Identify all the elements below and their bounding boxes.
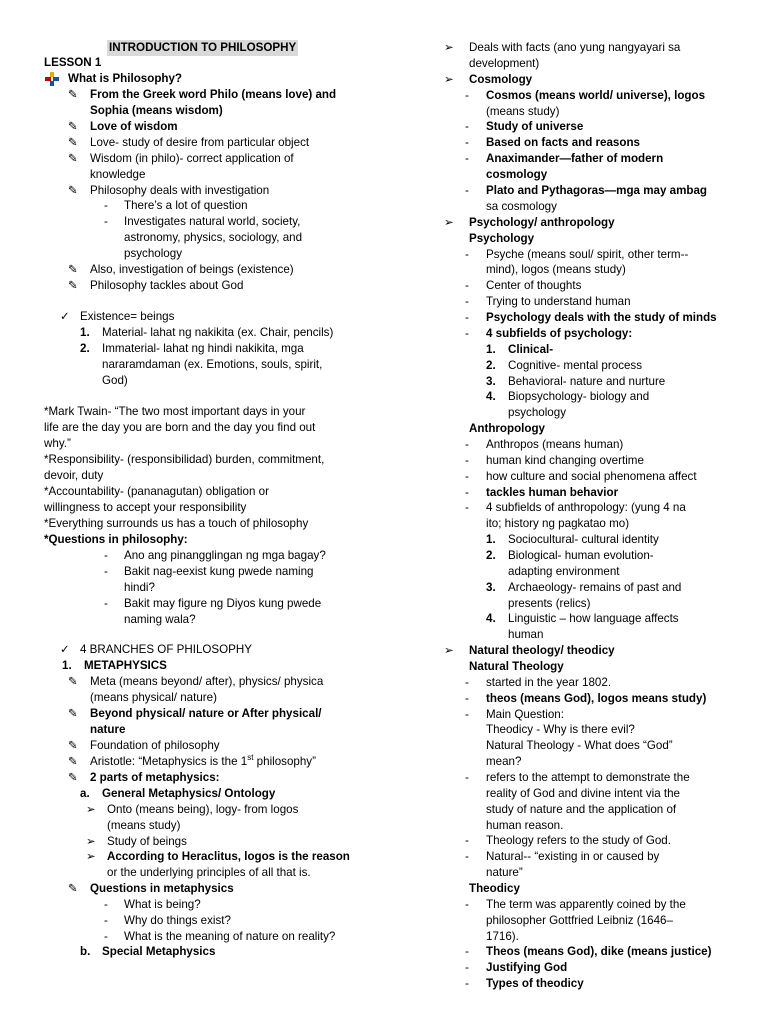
dash-bullet: - [465, 327, 469, 340]
list-item: There’s a lot of question [124, 199, 248, 212]
list-number: 3. [486, 375, 496, 388]
list-number: 1. [486, 533, 496, 546]
list-item: From the Greek word Philo (means love) and [90, 88, 337, 101]
dash-bullet: - [104, 199, 108, 212]
list-item: Theology refers to the study of God. [486, 834, 671, 847]
list-item: Theos (means God), dike (means justice) [486, 945, 712, 958]
note-line: *Questions in philosophy: [44, 533, 188, 546]
list-item: psychology [124, 247, 183, 260]
list-item: Psyche (means soul/ spirit, other term-- [486, 248, 689, 261]
list-item: Archaeology- remains of past and [508, 581, 682, 594]
list-item: Theodicy - Why is there evil? [486, 723, 635, 736]
section-heading: Natural theology/ theodicy [469, 644, 615, 657]
list-item: Deals with facts (ano yung nangyayari sa [469, 41, 681, 54]
pen-bullet-icon: ✎ [68, 707, 78, 720]
quote-line: life are the day you are born and the day you find out [44, 421, 316, 434]
dash-bullet: - [465, 771, 469, 784]
pen-bullet-icon: ✎ [68, 152, 78, 165]
list-item: Psychology deals with the study of minds [486, 311, 717, 324]
list-item: 2 parts of metaphysics: [90, 771, 220, 784]
pen-bullet-icon: ✎ [68, 88, 78, 101]
list-item: knowledge [90, 168, 146, 181]
note-line: *Everything surrounds us has a touch of philosophy [44, 517, 309, 530]
dash-bullet: - [465, 295, 469, 308]
list-item: development) [469, 57, 540, 70]
list-item: 4 subfields of psychology: [486, 327, 633, 340]
list-item: Natural Theology - What does “God” [486, 739, 673, 752]
list-number: 2. [80, 342, 90, 355]
list-item: ito; history ng pagkatao mo) [486, 517, 630, 530]
sub-heading: Anthropology [469, 422, 545, 435]
bullet-shapes-icon [45, 72, 61, 86]
list-item: psychology [508, 406, 567, 419]
list-item: Trying to understand human [486, 295, 631, 308]
list-item: Foundation of philosophy [90, 739, 220, 752]
dash-bullet: - [465, 89, 469, 102]
list-item: Main Question: [486, 708, 564, 721]
list-item: Philosophy tackles about God [90, 279, 244, 292]
list-item: (means study) [486, 105, 560, 118]
list-item: presents (relics) [508, 597, 591, 610]
lesson-label: LESSON 1 [44, 56, 102, 69]
list-item-text: Aristotle: “Metaphysics is the 1 [90, 755, 248, 768]
list-item: tackles human behavior [486, 486, 619, 499]
list-item: nararamdaman (ex. Emotions, souls, spirit, [102, 358, 323, 371]
dash-bullet: - [465, 961, 469, 974]
list-item: Immaterial- lahat ng hindi nakikita, mga [102, 342, 304, 355]
sub-heading: Theodicy [469, 882, 520, 895]
list-item: Based on facts and reasons [486, 136, 640, 149]
list-item: human kind changing overtime [486, 454, 644, 467]
pen-bullet-icon: ✎ [68, 120, 78, 133]
arrow-bullet-icon: ➢ [86, 803, 96, 816]
list-item: Onto (means being), logy- from logos [107, 803, 299, 816]
section-heading: What is Philosophy? [68, 72, 183, 85]
dash-bullet: - [465, 501, 469, 514]
list-item: started in the year 1802. [486, 676, 612, 689]
quote-line: *Mark Twain- “The two most important days in your [44, 405, 306, 418]
pen-bullet-icon: ✎ [68, 263, 78, 276]
list-item: sa cosmology [486, 200, 557, 213]
definition-line: *Accountability- (pananagutan) obligation or [44, 485, 269, 498]
pen-bullet-icon: ✎ [68, 184, 78, 197]
dash-bullet: - [104, 597, 108, 610]
list-item: Types of theodicy [486, 977, 584, 990]
arrow-bullet-icon: ➢ [444, 73, 454, 86]
list-item: Bakit nag-eexist kung pwede naming [124, 565, 314, 578]
dash-bullet: - [465, 311, 469, 324]
list-item: Ano ang pinangglingan ng mga bagay? [124, 549, 326, 562]
dash-bullet: - [465, 708, 469, 721]
list-item: Investigates natural world, society, [124, 215, 301, 228]
list-item: Clinical- [508, 343, 554, 356]
list-item: Cognitive- mental process [508, 359, 643, 372]
list-item: 4 subfields of anthropology: (yung 4 na [486, 501, 686, 514]
pen-bullet-icon: ✎ [68, 755, 78, 768]
check-bullet-icon: ✓ [60, 310, 70, 323]
pen-bullet-icon: ✎ [68, 279, 78, 292]
list-item: Behavioral- nature and nurture [508, 375, 666, 388]
dash-bullet: - [465, 486, 469, 499]
dash-bullet: - [465, 692, 469, 705]
list-item: Philosophy deals with investigation [90, 184, 270, 197]
section-heading: Existence= beings [80, 310, 175, 323]
list-item: study of nature and the application of [486, 803, 677, 816]
dash-bullet: - [465, 945, 469, 958]
list-item: or the underlying principles of all that is. [107, 866, 311, 879]
arrow-bullet-icon: ➢ [86, 835, 96, 848]
pen-bullet-icon: ✎ [68, 675, 78, 688]
sub-heading: General Metaphysics/ Ontology [102, 787, 276, 800]
list-item: reality of God and divine intent via the [486, 787, 680, 800]
list-item: Cosmos (means world/ universe), logos [486, 89, 706, 102]
list-item: hindi? [124, 581, 155, 594]
list-item: Natural-- “existing in or caused by [486, 850, 660, 863]
list-item: Also, investigation of beings (existence) [90, 263, 294, 276]
section-heading: Cosmology [469, 73, 533, 86]
dash-bullet: - [465, 152, 469, 165]
list-item: how culture and social phenomena affect [486, 470, 697, 483]
pen-bullet-icon: ✎ [68, 882, 78, 895]
list-item: God) [102, 374, 128, 387]
list-item: Biopsychology- biology and [508, 390, 650, 403]
list-item: nature [90, 723, 126, 736]
list-item: cosmology [486, 168, 548, 181]
list-item: human [508, 628, 544, 641]
dash-bullet: - [465, 279, 469, 292]
dash-bullet: - [465, 898, 469, 911]
list-item: Study of beings [107, 835, 187, 848]
list-item: refers to the attempt to demonstrate the [486, 771, 690, 784]
arrow-bullet-icon: ➢ [86, 850, 96, 863]
list-item: mind), logos (means study) [486, 263, 626, 276]
dash-bullet: - [465, 438, 469, 451]
sub-heading: Natural Theology [469, 660, 564, 673]
list-item: Sophia (means wisdom) [90, 104, 223, 117]
list-number: 1. [486, 343, 496, 356]
definition-line: willingness to accept your responsibility [44, 501, 247, 514]
list-item: Plato and Pythagoras—mga may ambag [486, 184, 707, 197]
list-item: Center of thoughts [486, 279, 582, 292]
dash-bullet: - [104, 565, 108, 578]
list-number: 4. [486, 390, 496, 403]
list-item: Anthropos (means human) [486, 438, 624, 451]
list-item: Anaximander—father of modern [486, 152, 664, 165]
dash-bullet: - [465, 184, 469, 197]
list-letter: a. [80, 787, 90, 800]
dash-bullet: - [465, 977, 469, 990]
definition-line: devoir, duty [44, 469, 104, 482]
pen-bullet-icon: ✎ [68, 771, 78, 784]
list-item: Meta (means beyond/ after), physics/ physica [90, 675, 324, 688]
dash-bullet: - [104, 215, 108, 228]
arrow-bullet-icon: ➢ [444, 41, 454, 54]
document-title: INTRODUCTION TO PHILOSOPHY [109, 41, 297, 54]
list-item: Bakit may figure ng Diyos kung pwede [124, 597, 322, 610]
list-item: 1716). [486, 930, 519, 943]
list-item: Study of universe [486, 120, 584, 133]
list-item: adapting environment [508, 565, 620, 578]
list-item: Why do things exist? [124, 914, 231, 927]
dash-bullet: - [465, 834, 469, 847]
dash-bullet: - [104, 930, 108, 943]
list-number: 1. [62, 659, 72, 672]
dash-bullet: - [465, 136, 469, 149]
list-item: What is the meaning of nature on reality? [124, 930, 336, 943]
list-item: Biological- human evolution- [508, 549, 654, 562]
list-item: Wisdom (in philo)- correct application of [90, 152, 294, 165]
list-item: According to Heraclitus, logos is the reason [107, 850, 350, 863]
sub-heading: Psychology [469, 232, 535, 245]
list-item: (means study) [107, 819, 181, 832]
list-number: 2. [486, 549, 496, 562]
sub-heading: Special Metaphysics [102, 945, 216, 958]
list-item: Justifying God [486, 961, 568, 974]
dash-bullet: - [104, 549, 108, 562]
list-item: Material- lahat ng nakikita (ex. Chair, pencils) [102, 326, 334, 339]
dash-bullet: - [104, 914, 108, 927]
definition-line: *Responsibility- (responsibilidad) burden, commitment, [44, 453, 325, 466]
section-heading: Psychology/ anthropology [469, 216, 615, 229]
list-item: Love of wisdom [90, 120, 178, 133]
list-number: 4. [486, 612, 496, 625]
list-item-text: philosophy” [253, 755, 316, 768]
superscript: st [247, 753, 254, 763]
list-item: nature” [486, 866, 523, 879]
pen-bullet-icon: ✎ [68, 136, 78, 149]
pen-bullet-icon: ✎ [68, 739, 78, 752]
list-item: mean? [486, 755, 522, 768]
dash-bullet: - [465, 676, 469, 689]
arrow-bullet-icon: ➢ [444, 644, 454, 657]
dash-bullet: - [465, 850, 469, 863]
list-number: 1. [80, 326, 90, 339]
section-heading: 4 BRANCHES OF PHILOSOPHY [80, 643, 253, 656]
list-item: astronomy, physics, sociology, and [124, 231, 303, 244]
list-letter: b. [80, 945, 91, 958]
list-item: Questions in metaphysics [90, 882, 234, 895]
list-item: (means physical/ nature) [90, 691, 217, 704]
dash-bullet: - [465, 120, 469, 133]
dash-bullet: - [465, 470, 469, 483]
list-item: Love- study of desire from particular object [90, 136, 310, 149]
list-number: 3. [486, 581, 496, 594]
list-item: philosopher Gottfried Leibniz (1646– [486, 914, 673, 927]
list-item [90, 754, 316, 770]
list-item: human reason. [486, 819, 564, 832]
quote-line: why.” [44, 437, 71, 450]
dash-bullet: - [465, 454, 469, 467]
dash-bullet: - [104, 898, 108, 911]
list-number: 2. [486, 359, 496, 372]
section-heading: METAPHYSICS [84, 659, 167, 672]
arrow-bullet-icon: ➢ [444, 216, 454, 229]
list-item: Beyond physical/ nature or After physical/ [90, 707, 322, 720]
check-bullet-icon: ✓ [60, 643, 70, 656]
list-item: theos (means God), logos means study) [486, 692, 707, 705]
list-item: What is being? [124, 898, 201, 911]
list-item: The term was apparently coined by the [486, 898, 686, 911]
list-item: Sociocultural- cultural identity [508, 533, 659, 546]
list-item: Linguistic – how language affects [508, 612, 679, 625]
dash-bullet: - [465, 248, 469, 261]
list-item: naming wala? [124, 613, 196, 626]
